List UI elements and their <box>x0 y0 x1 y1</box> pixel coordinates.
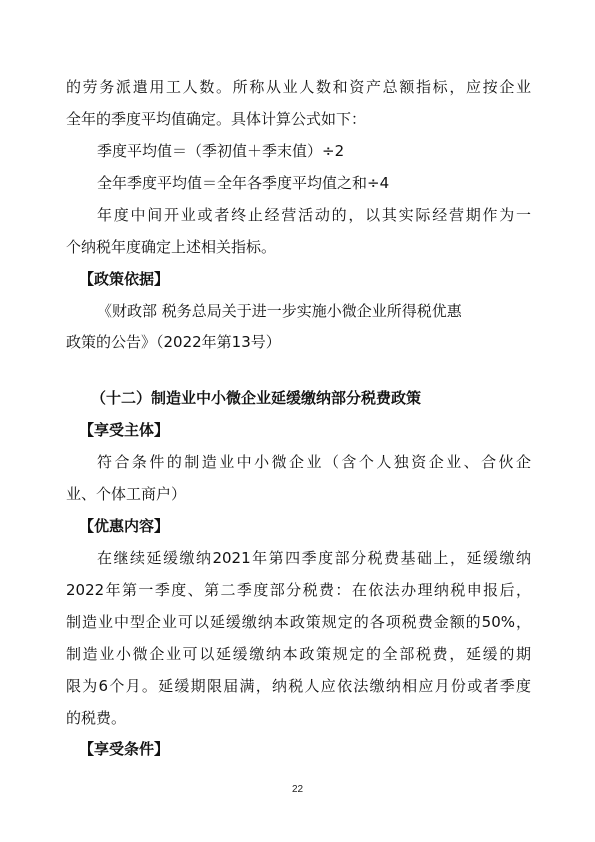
body-text-line: 限为6个月。延缓期限届满，纳税人应依法缴纳相应月份或者季度 <box>66 677 531 695</box>
body-text-line: 符合条件的制造业中小微企业（含个人独资企业、合伙企 <box>97 453 531 471</box>
section-heading: （十二）制造业中小微企业延缓缴纳部分税费政策 <box>91 389 422 407</box>
section-label-policy-basis: 【政策依据】 <box>79 270 170 288</box>
formula-line: 全年季度平均值＝全年各季度平均值之和÷4 <box>97 174 390 192</box>
formula-line: 季度平均值＝（季初值＋季末值）÷2 <box>97 142 345 160</box>
section-label-conditions: 【享受条件】 <box>79 740 170 758</box>
body-text-line: 年度中间开业或者终止经营活动的，以其实际经营期作为一 <box>97 206 531 224</box>
body-text-line: 的劳务派遣用工人数。所称从业人数和资产总额指标，应按企业 <box>66 78 531 96</box>
policy-reference-line: 《财政部 税务总局关于进一步实施小微企业所得税优惠 <box>97 302 462 320</box>
section-label-beneficiary: 【享受主体】 <box>79 421 170 439</box>
policy-reference-line: 政策的公告》（2022年第13号） <box>66 333 281 351</box>
body-text-line: 业、个体工商户） <box>66 485 187 503</box>
page-number: 22 <box>291 784 304 795</box>
body-text-line: 2022年第一季度、第二季度部分税费：在依法办理纳税申报后， <box>66 581 531 599</box>
body-text-line: 的税费。 <box>66 709 127 727</box>
body-text-line: 个纳税年度确定上述相关指标。 <box>66 238 277 256</box>
section-label-benefit-content: 【优惠内容】 <box>79 517 170 535</box>
body-text-line: 全年的季度平均值确定。具体计算公式如下： <box>66 110 367 128</box>
body-text-line: 在继续延缓缴纳2021年第四季度部分税费基础上，延缓缴纳 <box>97 549 531 567</box>
body-text-line: 制造业小微企业可以延缓缴纳本政策规定的全部税费，延缓的期 <box>66 645 531 663</box>
body-text-line: 制造业中型企业可以延缓缴纳本政策规定的各项税费金额的50%， <box>66 613 531 631</box>
